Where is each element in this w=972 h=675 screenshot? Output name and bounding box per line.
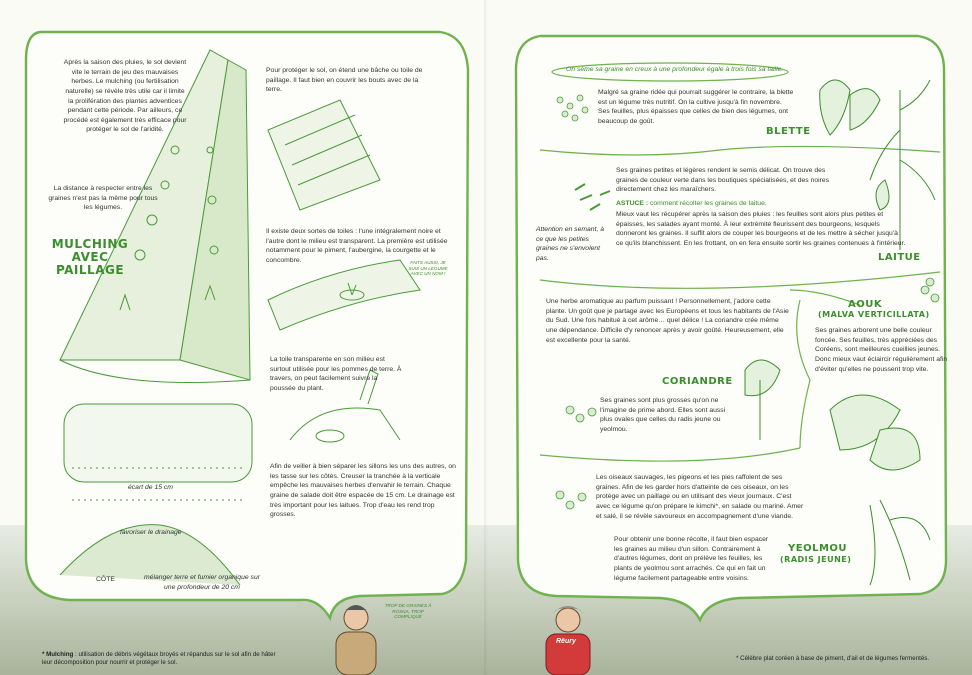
- blette-title: BLETTE: [766, 126, 811, 137]
- mulching-title: MULCHING AVEC PAILLAGE: [51, 237, 129, 278]
- aouk-title: AOUK: [848, 299, 883, 310]
- toiles-paragraph: Il existe deux sortes de toiles : l'une intégralement noire et l'autre dont le milieu est transparent. La première est utilisée notamment pour le piment, l'aubergine, la courgette et le concombre.: [266, 228, 448, 264]
- drainage-label: favoriser le drainage: [120, 529, 182, 536]
- spacing-label: écart de 15 cm: [128, 484, 173, 491]
- footnote-text: : utilisation de débris végétaux broyés et répandus sur le sol afin de hâter leur décomposition pour nourrir et protéger le sol.: [42, 651, 276, 667]
- mix-soil-label: mélanger terre et fumier organique sur une profondeur de 20 cm: [144, 574, 260, 591]
- aouk-paragraph: Ses graines arborent une belle couleur foncée. Ses feuilles, très appréciées des Coréens, sont meilleures cueillies jeunes. Donc mieux vaut éclaircir régulièrement afin d'éviter qu'elles ne poussent trop vite.: [815, 327, 948, 373]
- laitue-intro: Ses graines petites et légères rendent le semis délicat. On trouve des graines de couleur verte dans les boutiques spécialisées, et des noires directement chez les maraîchers.: [616, 167, 830, 194]
- astuce-body: Mieux vaut les récupérer après la saison des pluies : les feuilles sont alors plus petites et épaisses, les salades ayant monté. À leur extrémité fleurissent des bourgeons, lesquels donneront les graines. Il suffit alors de couper les bourgeons et de les mettre à sécher jusqu'à ce qu'ils blanchissent. En les frottant, on en fera ensuite sortir les graines contenues à l'intérieur.: [616, 211, 906, 247]
- astuce-label: ASTUCE :: [616, 200, 649, 207]
- intro-paragraph: Après la saison des pluies, le sol devient vite le terrain de jeu des mauvaises herbes. Le mulching (ou fertilisation naturelle) se révèle très utile car il limite la prolifération des plantes adventices pendant cette période. Par ailleurs, ce procédé est également très efficace pour protéger le sol de l'aridité.: [63, 59, 187, 134]
- shirt-logo: Rēury: [556, 638, 576, 645]
- sillons-paragraph: Afin de veiller à bien séparer les sillons les uns des autres, on les tasse sur les côtés. Creuser la tranchée à la verticale empêche les mauvaises herbes d'envahir le terrain. Chaque graine de salade doit être espacée de 15 cm. Le drainage est très important pour les laitues. Trop d'eau les rend trop grosses.: [270, 463, 456, 519]
- gardener-man-illustration: [328, 598, 384, 675]
- astuce-heading: [616, 199, 822, 209]
- coriandre-seeds-paragraph: Ses graines sont plus grosses qu'on ne l'imagine de prime abord. Elles sont aussi plus ovales que celles du radis jeune ou yeolmou.: [600, 397, 726, 433]
- transparent-film-paragraph: La toile transparente en son milieu est surtout utilisée pour les pommes de terre. À travers, on peut facilement suivre la poussée du plant.: [270, 356, 402, 392]
- footnote-term: * Mulching: [42, 651, 74, 658]
- gardener-woman-illustration: [540, 598, 596, 675]
- speech-bubble-note: FAITS AUSSI, JE SUIS UN LÉGUME AVEC UN NOM !: [408, 260, 448, 276]
- blette-paragraph: Malgré sa graine ridée qui pourrait suggérer le contraire, la blette est un légume très nutritif. On la cultive jusqu'à fin novembre. Ses feuilles, plus épaisses que celles de bien des légumes, ont beaucoup de goût.: [598, 89, 794, 125]
- yeolmou-title: YEOLMOU: [788, 543, 848, 554]
- yeolmou-subtitle: (RADIS JEUNE): [780, 555, 852, 564]
- sowing-depth-header: On sème sa graine en creux à une profondeur égale à trois fois sa taille.: [566, 66, 784, 73]
- laitue-title: LAITUE: [878, 252, 921, 263]
- yeolmou-paragraph: Pour obtenir une bonne récolte, il faut bien espacer les graines au milieu d'un sillon. Contrairement à d'autres légumes, dont on prélève les feuilles, les plants de yeolmou sont arrachés. Ce qui en fait un légume facilement partageable entre voisins.: [614, 536, 769, 582]
- attention-note: Attention en semant, à ce que les petites graines ne s'envolent pas.: [536, 226, 605, 262]
- aouk-subtitle: (MALVA VERTICILLATA): [818, 310, 930, 319]
- kimchi-footnote: * Célèbre plat coréen à base de piment, d'ail et de légumes fermentés.: [736, 655, 930, 662]
- coriandre-intro: Une herbe aromatique au parfum puissant ! Personnellement, j'adore cette plante. Un goût que je partage avec les Européens et tous les habitants de l'Asie du Sud. Une fois habitué à cet arôme… quel délice ! La coriandre crée même une dépendance. Difficile d'y renoncer après y avoir goûté. Heureusement, elle est excellente pour la santé.: [546, 298, 789, 344]
- tarp-paragraph: Pour protéger le sol, on étend une bâche ou toile de paillage. Il faut bien en couvrir les bouts avec de la terre.: [266, 67, 423, 94]
- oiseaux-paragraph: Les oiseaux sauvages, les pigeons et les pies raffolent de ses graines. Afin de les garder hors d'atteinte de ces oiseaux, on les protège avec un paillage ou en utilisant des vieux journaux. C'est avec ce légume qu'on prépare le kimchi*, en salade ou mariné. Amer et salé, il se révèle savoureux en accompagnement d'une viande.: [596, 474, 804, 520]
- mulching-footnote: [42, 651, 282, 668]
- coriandre-title: CORIANDRE: [662, 376, 733, 387]
- astuce-head: comment récolter les graines de laitue.: [648, 200, 767, 207]
- cote-label: CÔTE: [96, 576, 115, 583]
- character-speech: TROP DE GRAINES À ROSNA, TROP COMPLIQUÉ: [384, 603, 432, 619]
- distance-paragraph: La distance à respecter entre les graines n'est pas la même pour tous les légumes.: [48, 185, 158, 212]
